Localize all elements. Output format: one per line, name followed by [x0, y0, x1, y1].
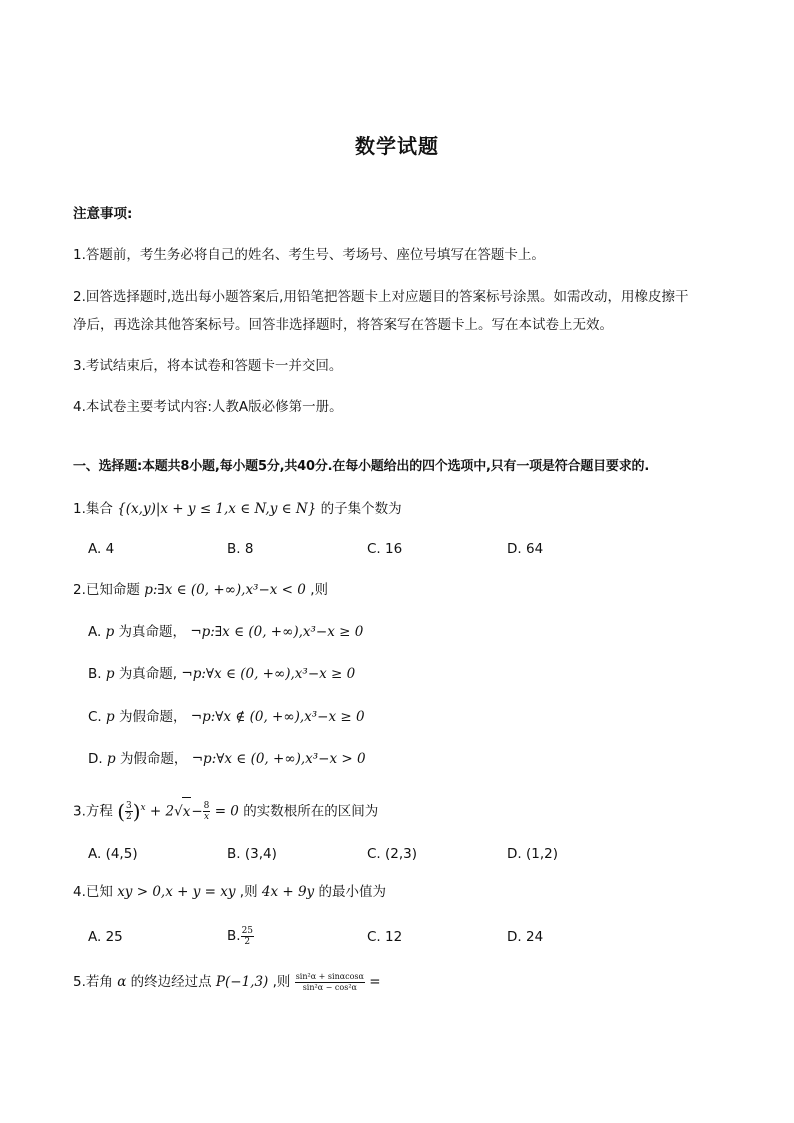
q3-option-a: A. (4,5): [88, 846, 138, 862]
q2-c-text: 为假命题，: [118, 709, 187, 725]
page-title: 数学试题: [355, 134, 439, 158]
q4-option-c: C. 12: [367, 929, 403, 945]
q1-prefix: 1.集合: [73, 501, 113, 517]
q2-d-text: 为假命题，: [119, 751, 188, 767]
q3-sqrt-arg: x: [182, 797, 192, 826]
q2-c-label: C.: [88, 709, 102, 725]
q5-eq: =: [369, 974, 381, 990]
q4-b-num: 25: [241, 925, 254, 936]
question-1: [73, 500, 402, 518]
q2-a-var: p: [105, 624, 115, 640]
q3-sqrt-sign: √: [174, 803, 183, 820]
q2-a-math: ¬p:∃x ∈ (0, +∞),x³−x ≥ 0: [190, 624, 364, 640]
section-heading: 一、选择题:本题共8小题,每小题5分,共40分.在每小题给出的四个选项中,只有一项是符合题目要求的.: [73, 459, 650, 474]
q3-fraction: [125, 801, 133, 822]
q4-mid: ,则: [239, 884, 258, 900]
q5-prefix: 5.若角: [73, 974, 113, 990]
q2-a-text: 为真命题，: [118, 624, 187, 640]
q4-option-d: D. 24: [507, 929, 544, 945]
q3-plus: + 2: [149, 803, 175, 820]
notice-item-1: 1.答题前，考生务必将自己的姓名、考生号、考场号、座位号填写在答题卡上。: [73, 247, 545, 263]
q4-b-fraction: [241, 926, 254, 947]
q1-suffix: 的子集个数为: [320, 501, 402, 517]
q4-suffix: 的最小值为: [318, 884, 386, 900]
q3-minus: −: [191, 803, 203, 820]
q2-b-var: p: [105, 666, 115, 682]
q3-prefix: 3.方程: [73, 803, 113, 820]
q3-frac-den: 2: [126, 812, 132, 822]
q2-d-var: p: [106, 751, 116, 767]
q1-option-a: A. 4: [88, 541, 115, 557]
q3-frac2-num: 8: [203, 801, 210, 811]
q5-num: sin²α + sinαcosα: [295, 971, 364, 981]
q3-paren-left: (: [117, 799, 125, 824]
q2-option-a: [88, 623, 363, 641]
q5-fraction: [295, 972, 365, 993]
q3-option-d: D. (1,2): [507, 846, 558, 862]
q4-prefix: 4.已知: [73, 884, 113, 900]
question-2: [73, 581, 328, 599]
question-4: [73, 883, 386, 901]
q4-option-a: A. 25: [88, 929, 123, 945]
q2-c-math: ¬p:∀x ∉ (0, +∞),x³−x ≥ 0: [190, 709, 365, 725]
q2-option-c: [88, 708, 365, 726]
question-3: [73, 794, 378, 826]
q3-option-c: C. (2,3): [367, 846, 418, 862]
q1-option-b: B. 8: [227, 541, 254, 557]
q2-option-d: [88, 750, 366, 768]
q5-var: α: [117, 974, 127, 990]
q2-suffix: ,则: [310, 582, 328, 598]
q5-mid: 的终边经过点: [130, 974, 212, 990]
notice-heading: 注意事项:: [73, 206, 133, 222]
q3-option-b: B. (3,4): [227, 846, 277, 862]
q4-b-label: B.: [227, 928, 241, 944]
q2-stem-math: p:∃x ∈ (0, +∞),x³−x < 0: [144, 582, 306, 598]
q2-b-math: ¬p:∀x ∈ (0, +∞),x³−x ≥ 0: [181, 666, 356, 682]
q2-d-math: ¬p:∀x ∈ (0, +∞),x³−x > 0: [191, 751, 366, 767]
q2-prefix: 2.已知命题: [73, 582, 140, 598]
q4-option-b: [227, 922, 254, 950]
q3-suffix: 的实数根所在的区间为: [243, 803, 379, 820]
notice-item-2: 2.回答选择题时,选出每小题答案后,用铅笔把答题卡上对应题目的答案标号涂黑。如需改动，用橡皮擦干: [73, 289, 689, 305]
q4-b-den: 2: [244, 936, 251, 947]
q2-b-text: 为真命题,: [118, 666, 178, 682]
notice-item-2-cont: 净后，再选涂其他答案标号。回答非选择题时，将答案写在答题卡上。写在本试卷上无效。: [73, 317, 613, 333]
q3-eq: = 0: [214, 803, 239, 820]
q1-set: {(x,y)|x + y ≤ 1,x ∈ N,y ∈ N}: [117, 501, 317, 517]
q2-a-label: A.: [88, 624, 102, 640]
notice-item-3: 3.考试结束后，将本试卷和答题卡一并交回。: [73, 358, 343, 374]
q5-point: P(−1,3): [215, 974, 269, 990]
q2-b-label: B.: [88, 666, 102, 682]
q5-mid2: ,则: [272, 974, 291, 990]
q1-option-d: D. 64: [507, 541, 544, 557]
q1-option-c: C. 16: [367, 541, 403, 557]
q4-expr: 4x + 9y: [261, 884, 315, 900]
q3-paren-right: ): [132, 799, 141, 824]
q3-frac2-den: x: [204, 812, 210, 822]
q3-frac-num: 3: [126, 801, 132, 811]
q3-fraction-2: [203, 801, 211, 822]
q3-exponent: x: [140, 803, 146, 813]
q2-option-b: [88, 665, 355, 683]
question-5: [73, 968, 381, 996]
q2-d-label: D.: [88, 751, 103, 767]
q4-condition: xy > 0,x + y = xy: [117, 884, 236, 900]
q5-den: sin²α − cos²α: [302, 982, 357, 992]
notice-item-4: 4.本试卷主要考试内容:人教A版必修第一册。: [73, 399, 343, 415]
q2-c-var: p: [106, 709, 115, 725]
